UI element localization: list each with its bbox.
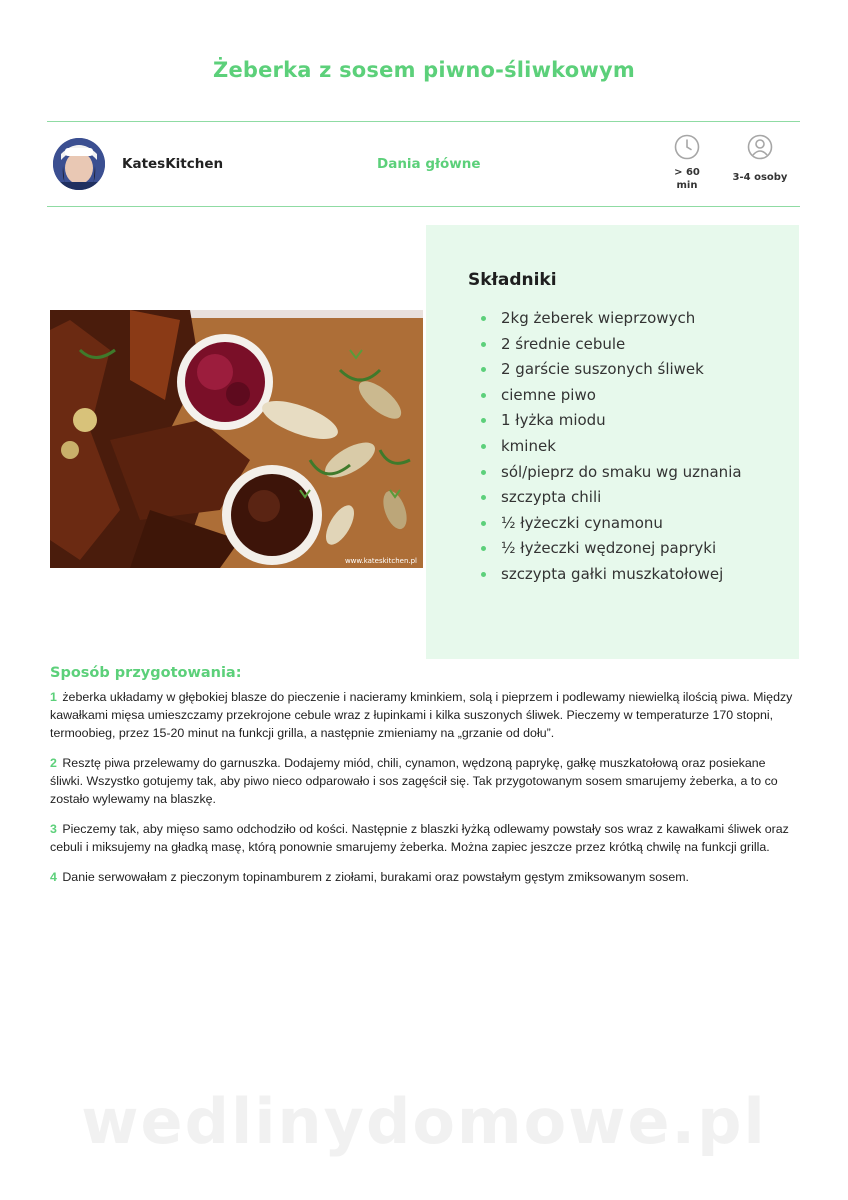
ingredient-item: 2kg żeberek wieprzowych [501,308,742,334]
recipe-meta-bar [47,121,800,207]
step-number: 2 [50,756,57,770]
method-step [50,868,800,886]
servings-label: 3-4 osoby [732,172,788,183]
prep-time-label: > 60 min [674,167,700,191]
ingredient-item: 1 łyżka miodu [501,410,742,436]
method-title: Sposób przygotowania: [50,665,242,681]
recipe-photo [50,310,423,568]
ingredient-item: ciemne piwo [501,385,742,411]
ingredients-panel [426,225,799,659]
step-text: Danie serwowałam z pieczonym topinamburem z ziołami, burakami oraz powstałym gęstym zmiksowanym sosem. [62,870,689,884]
ingredient-item: kminek [501,436,742,462]
photo-watermark: www.kateskitchen.pl [344,557,417,565]
ingredient-item: szczypta chili [501,487,742,513]
step-number: 4 [50,870,57,884]
ingredient-item: 2 średnie cebule [501,334,742,360]
method-step [50,754,800,808]
ingredients-title: Składniki [468,270,557,290]
recipe-category[interactable]: Dania główne [377,156,481,172]
person-icon [747,134,773,160]
prep-time [667,134,707,192]
method-step [50,820,800,856]
recipe-title: Żeberka z sosem piwno-śliwkowym [213,58,635,82]
servings [730,134,790,184]
ingredient-item: szczypta gałki muszkatołowej [501,564,742,590]
author-name[interactable]: KatesKitchen [122,156,224,172]
ingredient-item: sól/pieprz do smaku wg uznania [501,462,742,488]
dish-photo [50,310,423,568]
ingredients-list [501,308,742,590]
clock-icon [674,134,700,160]
ingredient-item: ½ łyżeczki cynamonu [501,513,742,539]
step-text: żeberka układamy w głębokiej blasze do pieczenie i nacieramy kminkiem, solą i pieprzem i podlewamy niewielką ilością piwa. Między kawałkami mięsa umieszczamy przekrojone cebule wraz z łupinkami i kilka suszonych śliwek. Pieczemy w temperaturze 170 stopni, termoobieg, przez 15-20 minut na funkcji grilla, a następnie zmieniamy na „grzanie od dołu”. [50,690,793,740]
site-watermark: wedlinydomowe.pl [81,1085,767,1158]
step-text: Resztę piwa przelewamy do garnuszka. Dodajemy miód, chili, cynamon, wędzoną paprykę, gałkę muszkatołową oraz posiekane śliwki. Wszystko gotujemy tak, aby piwo nieco odparowało i sos zagęścił się. Tak przygotowanym sosem smarujemy żeberka, a to co zostało wylewamy na blaszkę. [50,756,778,806]
avatar-image [53,138,105,190]
ingredient-item: 2 garście suszonych śliwek [501,359,742,385]
author-avatar[interactable] [53,138,105,190]
step-number: 3 [50,822,57,836]
ingredient-item: ½ łyżeczki wędzonej papryki [501,538,742,564]
method-step [50,688,800,742]
step-number: 1 [50,690,57,704]
step-text: Pieczemy tak, aby mięso samo odchodziło od kości. Następnie z blaszki łyżką odlewamy powstały sos wraz z kawałkami śliwek oraz cebuli i miksujemy na gładką masę, którą ponownie smarujemy żeberka. Można zapiec jeszcze przez krótką chwilę na funkcji grilla. [50,822,789,854]
method-steps [50,688,800,898]
